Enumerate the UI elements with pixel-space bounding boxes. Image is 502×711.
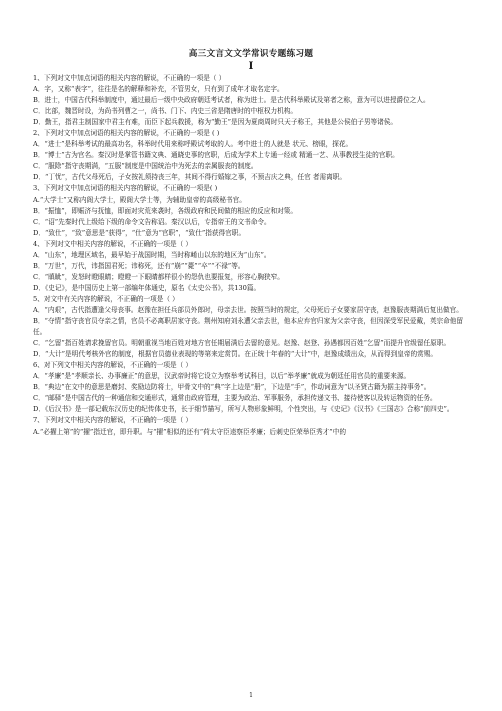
text-line: C．“瞋眦”，发怒时瞪眼睛；瞪瞪一下眼睛都样很小的怨仇也要报复，形容心胸狭窄。 [33, 272, 284, 281]
text-line: B．“夺情”指守丧官员夺亲之情，官员不必离职居家守丧。荆州知府刘永遭父亲去世，他本应弃官归家为父亲守丧，但因深受军民爱戴，英宗命他留任。 [33, 317, 464, 337]
text-line: B．“典边”在文中的意思是磨封、奖励边防将士，甲骨文中的“典”字上边是“册”，下边是“手”，作动词意为“以圣贤古籍为据主持事务”。 [33, 383, 431, 392]
text-line: C．“诏”先秦时代上级给下级的命令文告称诏。秦汉以后，专指帝王的文书命令。 [33, 217, 271, 226]
text-line: A．字，又称“表字”，往往是名的解释和补充，不管男女，只有到了成年才取名定字。 [33, 85, 284, 94]
text-line: D．“丁忧”，古代父母死后，子女按礼须持丧三年，其间不得行婚嫁之事，不预吉庆之典，任官 者需离职。 [33, 173, 347, 182]
page-number: 1 [249, 692, 253, 699]
text-line: C．“乞留”指百姓请求挽留官员。明朝重视当地百姓对地方官任期届满后去留的意见。赵豫、赵登、孙遇都因百姓“乞留”而提升官级留任原职。 [33, 339, 451, 348]
text-line: 4、下列对文中相关内容的解说，不正确的一项是（ ） [33, 239, 193, 248]
text-line: 3、下列对文中加点词语的相关内容的解说，不正确的一项是( ) [33, 184, 218, 193]
question-body [33, 73, 473, 438]
text-line: D．《后汉书》是一部记载东汉历史的纪传体史书，长于细节描写，所写人物形象鲜明，个性突出，与《史记》《汉书》《三国志》合称“前四史”。 [33, 405, 454, 414]
section-numeral: I [248, 60, 254, 72]
text-line: 1、下列对文中加点词语的相关内容的解说，不正确的一项是（ ） [33, 74, 226, 82]
text-line: A．“内艰”，古代指遭逢父母丧事。赵豫在担任兵部员外郎时，母亲去世。按照当时的规定，父母死后子女要家居守丧，赵豫服丧期满后复出做官。 [33, 305, 463, 314]
text-line: 6、对下列文中相关内容的解说，不正确的一项是（ ） [33, 361, 193, 370]
text-line: A．“进士”是科举考试的最高功名，科举时代用来称呼殿试考取的人。考中进士的人就是 状元、榜眼，探花。 [33, 140, 353, 149]
text-line: D．“大计”是明代考核外官的制度，根据官员德业表现的等第来定赏罚。在正统十年春的“大计”中，赵豫成绩出众，从而得到皇帝的赏赐。 [33, 350, 438, 359]
text-line: D．《史记》，是中国历史上第一部编年体通史，原名《太史公书》，共130篇。 [33, 283, 261, 292]
text-line: C．比部，魏晋时设，为尚书列曹之一，尚书、门下、内史三省是隋唐时的中枢权力机构。 [33, 107, 298, 116]
text-line: A．“孝廉”是“孝顺亲长、办事廉正”的意思，汉武帝时将它设立为察举考试科目，以后“举孝廉”就成为朝廷任用官员的重要来源。 [33, 372, 411, 381]
text-line: 5、对文中有关内容的解说，不正确的一项是（ ） [33, 294, 179, 303]
text-line: 7、下列对文中相关内容的解说，不正确的一项是（ ） [33, 416, 193, 425]
text-line: A.“必擢上第”的“擢”指迁官，即升职。与“擢”相似的还有“荷太守臣逵察臣孝廉；后刺史臣荣举臣秀才”中的 [33, 427, 346, 436]
text-line: B．进士，中国古代科举制度中，通过最后一级中央政府朝廷考试者，称为进士。是古代科举殿试及第者之称，意为可以进授爵位之人。 [33, 96, 430, 105]
text-line: B．“万世”，万代，讳指国君死；讳称死，还有“崩”“薨”“卒”“不禄”等。 [33, 261, 245, 270]
text-line: C．“服除”指守丧期满，“五服”制度是中国统治中为死去的亲属服丧的制度。 [33, 162, 258, 171]
text-line: D．勤王，指君主制国家中君主有难，而臣下起兵救援，称为“勤王”是因为夏商周时只天子称王，其他是公侯伯子男等诸侯。 [33, 118, 398, 127]
document-title: 高三文言文文学常识专题练习题 [188, 49, 314, 59]
text-line: B．“博士”古为官名。秦汉时是掌管书籍文典、通晓史事的官职，后成为学术上专通一经或 精通一艺、从事教授生徒的官职。 [33, 151, 399, 160]
text-line: C．“邮驿”是中国古代的一种通信和交通形式，通常由政府管理，主要为政治、军事服务，承担传递文书、接待使客以及转运物资的任务。 [33, 394, 437, 403]
text-line: 2、下列对文中加点词语的相关内容的解说，不正确的一项是 ( ) [33, 129, 220, 138]
text-line: D．“致仕”，“致”意思是“获得”，“仕”意为“官职”，“致仕”指获得官职。 [33, 228, 246, 237]
text-line: A.“大学士”又称内阁大学士，殿阁大学士等，为辅助皇帝的高级秘书官。 [33, 195, 246, 204]
text-line: A．“山东”，地理区域名，最早始于战国时期，当时称崤山以东的地区为“山东”。 [33, 250, 271, 259]
text-line: B．“振恤”，即赈济与抚恤，即面对灾荒来袭时，各级政府和民间做的相应的反应和对策。 [33, 206, 298, 215]
